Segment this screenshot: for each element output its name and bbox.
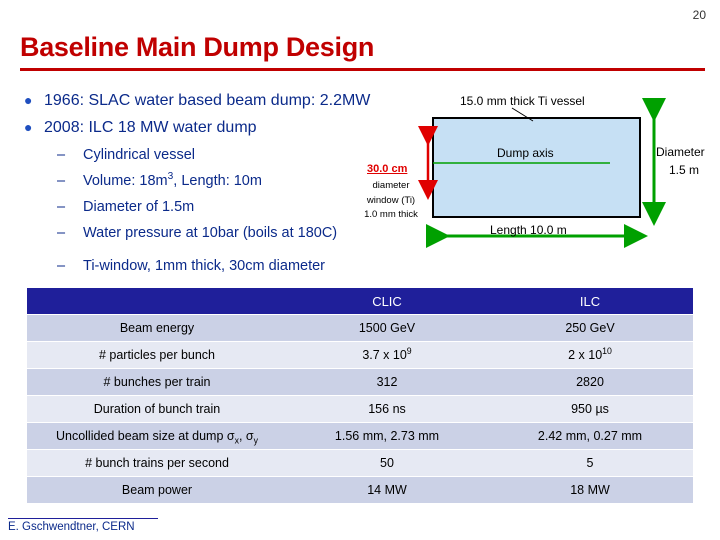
row-label: # bunches per train bbox=[27, 369, 287, 396]
table-row bbox=[27, 342, 693, 369]
bullet-text: 1966: SLAC water based beam dump: 2.2MW bbox=[44, 92, 371, 109]
ilc-value: 5 bbox=[487, 450, 693, 477]
table-row bbox=[27, 315, 693, 342]
row-label: Duration of bunch train bbox=[27, 396, 287, 423]
clic-value: 50 bbox=[287, 450, 487, 477]
table-row bbox=[27, 369, 693, 396]
bullet-text: 2008: ILC 18 MW water dump bbox=[44, 119, 257, 136]
clic-value: 312 bbox=[287, 369, 487, 396]
window-size-label: 30.0 cm bbox=[367, 163, 408, 175]
dash-icon: – bbox=[57, 199, 66, 215]
comparison-table bbox=[27, 288, 693, 503]
header-ilc: ILC bbox=[487, 288, 693, 315]
bullet-icon: ● bbox=[24, 119, 33, 135]
page-number: 20 bbox=[692, 8, 706, 22]
ilc-value: 250 GeV bbox=[487, 315, 693, 342]
vessel-label: 15.0 mm thick Ti vessel bbox=[460, 94, 585, 108]
window-desc-2: window (Ti) bbox=[366, 195, 416, 206]
volume-exponent: 3 bbox=[167, 171, 174, 183]
diameter-label: Diameter bbox=[656, 145, 705, 159]
ilc-value: 2.42 mm, 0.27 mm bbox=[487, 423, 693, 450]
sub-bullet-text: Cylindrical vessel bbox=[83, 147, 196, 163]
row-label: # particles per bunch bbox=[27, 342, 287, 369]
diameter-value: 1.5 m bbox=[669, 163, 700, 177]
window-desc-3: 1.0 mm thick bbox=[364, 209, 418, 220]
dump-axis-label: Dump axis bbox=[497, 146, 554, 160]
sub-bullet-text-cont: , Length: 10m bbox=[173, 173, 262, 189]
window-desc-1: diameter bbox=[372, 180, 410, 191]
dash-icon: – bbox=[57, 225, 66, 241]
dash-icon: – bbox=[57, 173, 66, 189]
row-label: Uncollided beam size at dump $\sigma_x$, $\sigma_y$ bbox=[27, 423, 287, 450]
slide-title: Baseline Main Dump Design bbox=[20, 32, 375, 62]
ilc-value: 950 µs bbox=[487, 396, 693, 423]
dash-icon: – bbox=[57, 147, 66, 163]
table-row bbox=[27, 477, 693, 504]
header-blank bbox=[27, 288, 287, 315]
vessel-label-leader bbox=[512, 108, 533, 121]
clic-value: 14 MW bbox=[287, 477, 487, 504]
sub-bullet-text: Diameter of 1.5m bbox=[83, 199, 195, 215]
row-label: Beam power bbox=[27, 477, 287, 504]
length-label: Length 10.0 m bbox=[490, 223, 567, 237]
table-header-row bbox=[27, 288, 693, 315]
footer-author: E. Gschwendtner, CERN bbox=[8, 518, 158, 533]
clic-value: 156 ns bbox=[287, 396, 487, 423]
clic-value: 3.7 x $10^9$ bbox=[287, 342, 487, 369]
table-row bbox=[27, 423, 693, 450]
clic-value: 1.56 mm, 2.73 mm bbox=[287, 423, 487, 450]
row-label: Beam energy bbox=[27, 315, 287, 342]
table-row bbox=[27, 450, 693, 477]
bullet-icon: ● bbox=[24, 92, 33, 108]
table-row bbox=[27, 396, 693, 423]
sub-bullet-text: Volume: 18m bbox=[83, 173, 168, 189]
sub-bullet-text: Water pressure at 10bar (boils at 180C) bbox=[83, 225, 338, 241]
ilc-value: 2 x $10^{10}$ bbox=[487, 342, 693, 369]
ilc-value: 2820 bbox=[487, 369, 693, 396]
header-clic: CLIC bbox=[287, 288, 487, 315]
row-label: # bunch trains per second bbox=[27, 450, 287, 477]
clic-value: 1500 GeV bbox=[287, 315, 487, 342]
dash-icon: – bbox=[57, 258, 66, 274]
sub-bullet-text: Ti-window, 1mm thick, 30cm diameter bbox=[83, 258, 326, 274]
ilc-value: 18 MW bbox=[487, 477, 693, 504]
